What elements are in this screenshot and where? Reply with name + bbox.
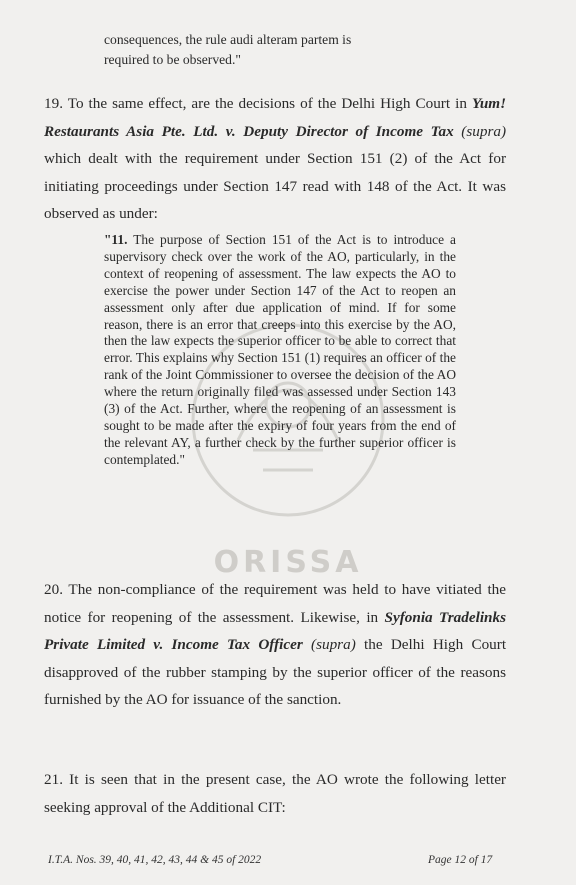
quote-line-1: consequences, the rule audi alteram partem is (104, 32, 352, 47)
paragraph-20-intro: 20. The non-compliance of the requirement was held to have vitiated the notice for reopening of the assessment. Likewise, in (44, 581, 506, 626)
paragraph-20 (44, 576, 506, 714)
case-citation-yum: Yum! Restaurants Asia Pte. Ltd. v. Deputy Director of Income Tax (44, 95, 506, 140)
footer-case-numbers: I.T.A. Nos. 39, 40, 41, 42, 43, 44 & 45 of 2022 (48, 854, 262, 866)
paragraph-19-intro: 19. To the same effect, are the decisions of the Delhi High Court in (44, 95, 467, 112)
quote-line-2: required to be observed." (104, 52, 241, 67)
svg-text:ORISSA: ORISSA (213, 545, 363, 580)
paragraph-20-body: the Delhi High Court disapproved of the rubber stamping by the superior officer of the reasons furnished by the AO for issuance of the sanction. (44, 636, 507, 709)
block-quotation (104, 232, 456, 469)
paragraph-21 (44, 766, 506, 821)
case-citation-syfonia: Syfonia Tradelinks Private Limited v. Income Tax Officer (44, 608, 506, 654)
supra-marker: (supra) (461, 122, 507, 140)
preceding-quote-ending (104, 30, 456, 70)
paragraph-21-body: 21. It is seen that in the present case, the AO wrote the following letter seeking approval of the Additional CIT: (44, 771, 506, 816)
quote-body: The purpose of Section 151 of the Act is to introduce a supervisory check over the work of the AO, particularly, in the context of reopening of assessment. The law expects the AO to exercise the power under Section 147 of the Act to reopen an assessment only after due application of mind. If for some reason, there is an error that creeps into this exercise by the AO, then the law expects the superior officer to be able to correct that error. This explains why Section 151 (1) requires an officer of the rank of the Joint Commissioner to oversee the decision of the AO where the return originally filed was assessed under Section 143 (3) of the Act. Further, where the reopening of an assessment is sought to be made after the expiry of four years from the end of the relevant AY, a further check by the further superior officer is contemplated." (104, 232, 456, 467)
supra-marker: (supra) (311, 636, 356, 654)
paragraph-19 (44, 90, 506, 228)
paragraph-19-body: which dealt with the requirement under Section 151 (2) of the Act for initiating proceedings under Section 147 read with 148 of the Act. It was observed as under: (44, 150, 506, 223)
quote-paragraph-number: "11. (104, 232, 128, 247)
footer-page-number: Page 12 of 17 (428, 854, 493, 866)
